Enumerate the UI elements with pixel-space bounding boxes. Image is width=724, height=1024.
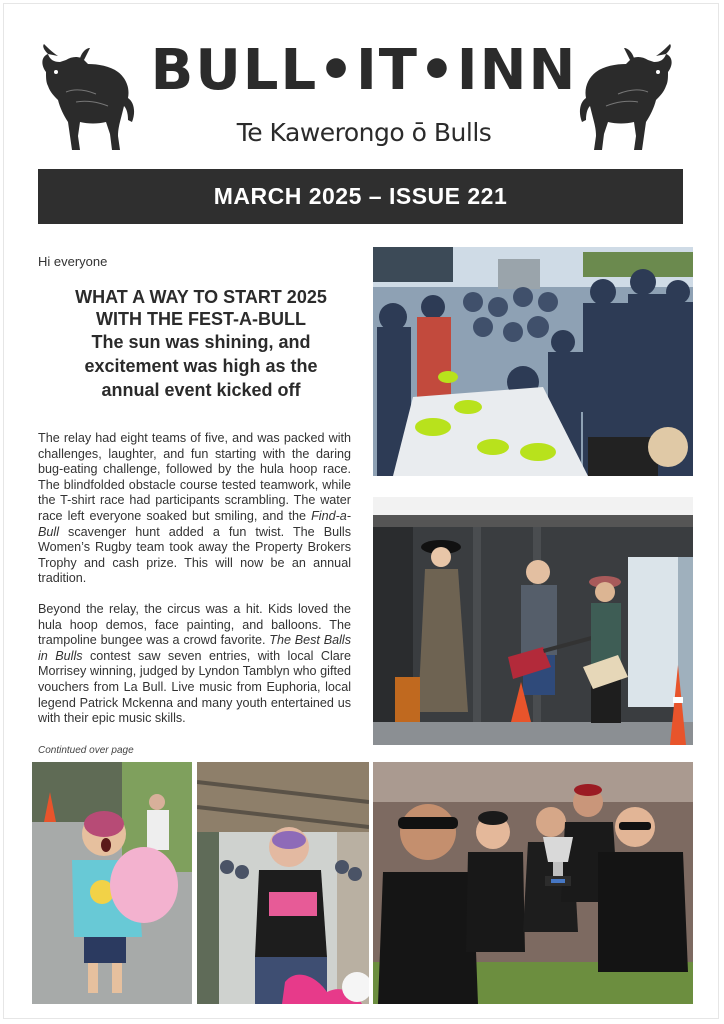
- photo-band-stage: [373, 497, 693, 745]
- circus-text-a: Beyond the relay, the circus was a hit. Kids loved the hula hoop demos, face painting, and balloons. The trampoline bungee was a crowd favorite.: [38, 602, 351, 648]
- subheadline-line-1: The sun was shining, and: [91, 332, 311, 352]
- relay-text-em: Find-a-Bull: [38, 508, 351, 539]
- masthead-title: BULL•IT•INN: [150, 38, 578, 103]
- photo-kid-candy-floss: [32, 762, 192, 1004]
- bull-logo-left: [36, 42, 136, 154]
- continued-note: Contintued over page: [38, 745, 134, 756]
- greeting: Hi everyone: [38, 254, 108, 269]
- issue-label: MARCH 2025 – ISSUE 221: [213, 183, 508, 209]
- article-paragraph-circus: [38, 602, 351, 727]
- relay-text-a: The relay had eight teams of five, and was packed with challenges, laughter, and fun starting with the daring bug-eating challenge, followed by the hula hoop race. The blindfolded obstacle course tested teamwork, while the T-shirt race had participants scrambling. The water race left everyone soaked but smiling, and the: [38, 431, 351, 523]
- masthead-subtitle: Te Kawerongo ō Bulls: [236, 118, 492, 147]
- article-headline: [38, 286, 364, 402]
- circus-text-b: contest saw seven entries, with local Clare Morrisey winning, judged by Lyndon Tamblyn who gifted vouchers from La Bull. Live music from Euphoria, local legend Patrick Mckenna and many youth entertained us with their epic music skills.: [38, 648, 351, 726]
- headline-line-2: WITH THE FEST-A-BULL: [96, 309, 306, 329]
- issue-banner: [38, 169, 683, 224]
- article-paragraph-relay: [38, 431, 351, 587]
- photo-crowd-table: [373, 247, 693, 476]
- relay-text-b: scavenger hunt added a fun twist. The Bulls Women’s Rugby team took away the Property Brokers Trophy and cash prize. This will now be an annual tradition.: [38, 524, 351, 586]
- subheadline-line-2: excitement was high as the: [84, 356, 318, 376]
- photo-face-painting: [197, 762, 369, 1004]
- headline-line-1: WHAT A WAY TO START 2025: [75, 287, 327, 307]
- photo-rugby-team-trophy: [373, 762, 693, 1004]
- bull-logo-right: [578, 42, 678, 154]
- circus-text-em: The Best Balls in Bulls: [38, 633, 351, 663]
- subheadline-line-3: annual event kicked off: [101, 380, 301, 400]
